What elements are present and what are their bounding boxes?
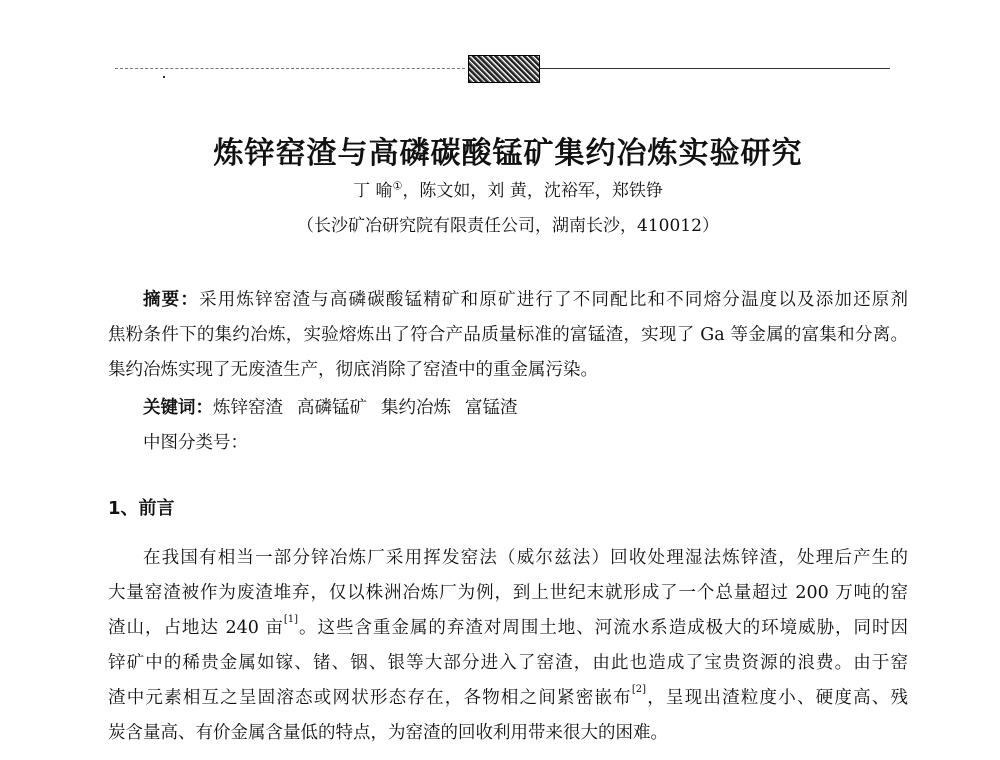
citation-ref-1[interactable]: [1] — [283, 614, 299, 625]
author-footnote-mark: ① — [392, 179, 403, 193]
citation-ref-2[interactable]: [2] — [631, 684, 647, 695]
paper-title: 炼锌窑渣与高磷碳酸锰矿集约冶炼实验研究 — [213, 136, 803, 171]
body-line — [108, 684, 908, 709]
keyword: 高磷锰矿 — [297, 398, 367, 418]
header-rule-right — [540, 68, 890, 69]
authors — [0, 176, 1000, 201]
first-author: 丁 喻 — [353, 181, 393, 201]
body-line: 锌矿中的稀贵金属如镓、锗、铟、银等大部分进入了窑渣，由此也造成了宝贵资源的浪费。由于窑 — [108, 653, 908, 673]
abstract-line-2: 焦粉条件下的集约冶炼，实验熔炼出了符合产品质量标准的富锰渣，实现了 Ga 等金属的富集和分离。 — [108, 325, 908, 345]
body-text: 渣中元素相互之呈固溶态或网状形态存在，各物相之间紧密嵌布 — [108, 688, 632, 708]
affiliation: （长沙矿冶研究院有限责任公司，湖南长沙，410012） — [297, 216, 719, 236]
journal-section-emblem — [468, 55, 540, 83]
body-line — [108, 614, 908, 639]
keywords-label: 关键词： — [143, 398, 213, 418]
keywords — [143, 394, 908, 419]
clc-number-label: 中图分类号： — [143, 433, 248, 453]
abstract-text: 采用炼锌窑渣与高磷碳酸锰精矿和原矿进行了不同配比和不同熔分温度以及添加还原剂 — [199, 290, 908, 310]
body-line: 大量窑渣被作为废渣堆弃，仅以株洲冶炼厂为例，到上世纪末就形成了一个总量超过 200 万吨的窑 — [108, 583, 908, 603]
section-heading-introduction: 1、前言 — [108, 498, 175, 519]
body-text: 渣山，占地达 240 亩 — [108, 618, 284, 638]
keyword: 炼锌窑渣 — [213, 398, 283, 418]
abstract-line-3: 集约冶炼实现了无废渣生产，彻底消除了窑渣中的重金属污染。 — [108, 360, 598, 380]
body-line: 炭含量高、有价金属含量低的特点，为窑渣的回收利用带来很大的困难。 — [108, 723, 668, 743]
header-rule-left — [115, 68, 465, 69]
other-authors: ，陈文如，刘 黄，沈裕军，郑铁铮 — [402, 181, 663, 201]
body-text: ，呈现出渣粒度小、硬度高、残 — [646, 688, 909, 708]
abstract-line-1 — [143, 286, 908, 311]
body-line: 在我国有相当一部分锌冶炼厂采用挥发窑法（威尔兹法）回收处理湿法炼锌渣，处理后产生的 — [143, 548, 908, 568]
body-text: 。这些含重金属的弃渣对周围土地、河流水系造成极大的环境威胁，同时因 — [298, 618, 909, 638]
keyword: 集约冶炼 — [381, 398, 451, 418]
abstract-label: 摘要： — [143, 290, 200, 310]
scan-speck — [163, 76, 165, 78]
keyword: 富锰渣 — [465, 398, 518, 418]
